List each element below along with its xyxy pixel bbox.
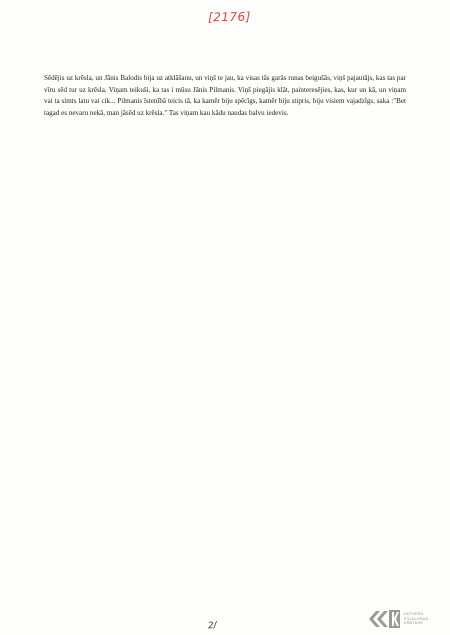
stamp-line-3: KRĀTUVE [404,621,424,626]
stamp-line-1: LATVIEŠU [404,612,424,617]
lfk-logo-icon [367,608,401,630]
stamp-text [404,612,428,626]
archive-stamp [367,606,449,632]
archive-number: [2176] [207,9,252,25]
stamp-line-2: FOLKLORAS [404,616,429,621]
transcript-paragraph: Sēdējis uz krēsla, un Jānis Balodis bija uz atklāšanu, un viņš te jau, ka visas tās garās runas beigušās, viņš pajautājs, kas tas par vīru sēd tur uz krēsla. Viņam teikuši, ka tas i mūsu Jānis Pilmanis. Viņš piegājis klāt, painteresējies, kas, kur un kā, un viņam vai ta simts latu vai cik... Pilmanis īstenībā teicis tā, ka kamēr biju spēcīgs, kamēr biju stipris, biju visiem vajadzīgs, saka :"Bet tagad es nevaru nekā, man jāsēd uz krēsla." Tas viņam kau kādu naudas balvu iedevis. [44,74,406,117]
page-mark: 2/ [207,620,218,632]
